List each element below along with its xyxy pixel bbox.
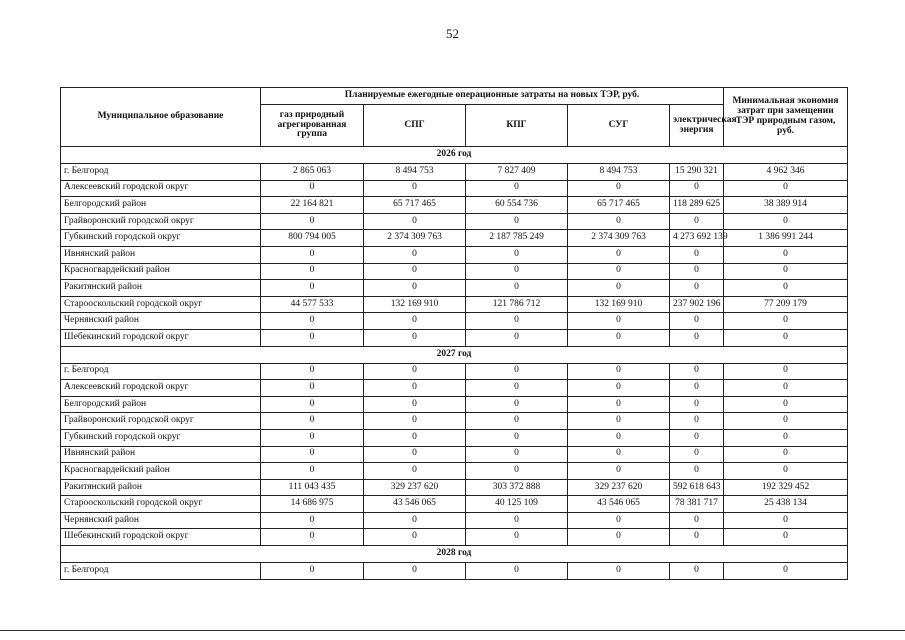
value-cell: 0 — [261, 396, 364, 413]
value-cell: 0 — [670, 413, 724, 430]
municipality-header: Муниципальное образование — [61, 88, 261, 147]
value-cell: 38 389 914 — [724, 197, 848, 214]
value-cell: 0 — [670, 246, 724, 263]
value-cell: 0 — [364, 313, 466, 330]
value-cell: 132 169 910 — [364, 296, 466, 313]
table-row — [61, 429, 848, 446]
planned-costs-header: Планируемые ежегодные операционные затраты на новых ТЭР, руб. — [261, 88, 724, 105]
value-cell: 0 — [724, 363, 848, 380]
value-cell: 0 — [364, 280, 466, 297]
value-cell: 0 — [261, 529, 364, 546]
municipality-cell: Ракитянский район — [61, 479, 261, 496]
value-cell: 0 — [724, 512, 848, 529]
value-cell: 0 — [261, 446, 364, 463]
page-bottom-rule — [0, 630, 905, 631]
value-cell: 118 289 625 — [670, 197, 724, 214]
municipality-cell: г. Белгород — [61, 563, 261, 580]
value-cell: 0 — [261, 363, 364, 380]
value-cell: 25 438 134 — [724, 496, 848, 513]
value-cell: 0 — [568, 429, 670, 446]
value-cell: 0 — [724, 446, 848, 463]
column-header-cng: КПГ — [466, 105, 568, 147]
value-cell: 0 — [670, 429, 724, 446]
municipality-cell: Белгородский район — [61, 396, 261, 413]
table-row — [61, 296, 848, 313]
value-cell: 0 — [364, 363, 466, 380]
value-cell: 0 — [466, 463, 568, 480]
value-cell: 0 — [364, 396, 466, 413]
value-cell: 0 — [670, 313, 724, 330]
value-cell: 0 — [568, 396, 670, 413]
value-cell: 43 546 065 — [568, 496, 670, 513]
value-cell: 0 — [568, 563, 670, 580]
value-cell: 0 — [670, 280, 724, 297]
value-cell: 0 — [670, 463, 724, 480]
value-cell: 0 — [670, 213, 724, 230]
value-cell: 0 — [568, 380, 670, 397]
value-cell: 14 686 975 — [261, 496, 364, 513]
table-row — [61, 164, 848, 181]
value-cell: 0 — [261, 512, 364, 529]
value-cell: 121 786 712 — [466, 296, 568, 313]
value-cell: 0 — [724, 429, 848, 446]
municipality-cell: Грайворонский городской округ — [61, 213, 261, 230]
municipality-cell: Ракитянский район — [61, 280, 261, 297]
value-cell: 40 125 109 — [466, 496, 568, 513]
value-cell: 0 — [466, 363, 568, 380]
value-cell: 0 — [568, 363, 670, 380]
value-cell: 7 827 409 — [466, 164, 568, 181]
value-cell: 0 — [670, 329, 724, 346]
value-cell: 0 — [568, 213, 670, 230]
value-cell: 0 — [466, 213, 568, 230]
column-header-electricity: электрическая энергия — [670, 105, 724, 147]
year-row — [61, 546, 848, 563]
year-heading: 2027 год — [61, 346, 848, 363]
value-cell: 0 — [670, 380, 724, 397]
value-cell: 0 — [364, 512, 466, 529]
value-cell: 0 — [724, 280, 848, 297]
value-cell: 0 — [466, 263, 568, 280]
table-row — [61, 446, 848, 463]
table-row — [61, 213, 848, 230]
municipality-cell: Шебекинский городской округ — [61, 529, 261, 546]
value-cell: 0 — [364, 329, 466, 346]
municipality-cell: Губкинский городской округ — [61, 230, 261, 247]
value-cell: 0 — [261, 180, 364, 197]
value-cell: 0 — [568, 180, 670, 197]
value-cell: 0 — [466, 246, 568, 263]
table-row — [61, 380, 848, 397]
value-cell: 8 494 753 — [364, 164, 466, 181]
municipality-cell: Алексеевский городской округ — [61, 180, 261, 197]
value-cell: 0 — [466, 396, 568, 413]
table-row — [61, 197, 848, 214]
value-cell: 329 237 620 — [568, 479, 670, 496]
value-cell: 65 717 465 — [364, 197, 466, 214]
value-cell: 0 — [261, 463, 364, 480]
table-row — [61, 496, 848, 513]
value-cell: 15 290 321 — [670, 164, 724, 181]
value-cell: 111 043 435 — [261, 479, 364, 496]
municipality-cell: Старооскольский городской округ — [61, 296, 261, 313]
value-cell: 44 577 533 — [261, 296, 364, 313]
value-cell: 0 — [568, 463, 670, 480]
value-cell: 132 169 910 — [568, 296, 670, 313]
municipality-cell: Старооскольский городской округ — [61, 496, 261, 513]
value-cell: 0 — [724, 180, 848, 197]
value-cell: 0 — [568, 246, 670, 263]
page-number: 52 — [446, 26, 459, 41]
value-cell: 0 — [364, 429, 466, 446]
value-cell: 0 — [466, 180, 568, 197]
table-row — [61, 529, 848, 546]
value-cell: 0 — [466, 529, 568, 546]
value-cell: 0 — [724, 313, 848, 330]
value-cell: 78 381 717 — [670, 496, 724, 513]
value-cell: 0 — [568, 413, 670, 430]
column-header-lpg: СУГ — [568, 105, 670, 147]
value-cell: 0 — [568, 313, 670, 330]
table-row — [61, 180, 848, 197]
value-cell: 0 — [261, 313, 364, 330]
value-cell: 0 — [466, 313, 568, 330]
value-cell: 800 794 005 — [261, 230, 364, 247]
value-cell: 0 — [670, 263, 724, 280]
table-row — [61, 246, 848, 263]
value-cell: 77 209 179 — [724, 296, 848, 313]
table-row — [61, 512, 848, 529]
table-row — [61, 329, 848, 346]
value-cell: 0 — [364, 246, 466, 263]
municipality-cell: Алексеевский городской округ — [61, 380, 261, 397]
table-row — [61, 230, 848, 247]
value-cell: 0 — [466, 446, 568, 463]
municipality-cell: Грайворонский городской округ — [61, 413, 261, 430]
value-cell: 0 — [568, 329, 670, 346]
economy-header: Минимальная экономия затрат при замещении ТЭР природным газом, руб. — [724, 88, 848, 147]
value-cell: 0 — [670, 563, 724, 580]
municipality-cell: Белгородский район — [61, 197, 261, 214]
municipality-cell: Чернянский район — [61, 313, 261, 330]
value-cell: 303 372 888 — [466, 479, 568, 496]
value-cell: 60 554 736 — [466, 197, 568, 214]
value-cell: 0 — [724, 413, 848, 430]
value-cell: 0 — [724, 563, 848, 580]
table-row — [61, 463, 848, 480]
value-cell: 192 329 452 — [724, 479, 848, 496]
table-row — [61, 563, 848, 580]
municipality-cell: г. Белгород — [61, 164, 261, 181]
value-cell: 1 386 991 244 — [724, 230, 848, 247]
column-header-lng: СПГ — [364, 105, 466, 147]
value-cell: 0 — [568, 280, 670, 297]
value-cell: 0 — [364, 463, 466, 480]
value-cell: 0 — [466, 280, 568, 297]
table-row — [61, 313, 848, 330]
value-cell: 2 865 063 — [261, 164, 364, 181]
table-row — [61, 280, 848, 297]
year-row — [61, 346, 848, 363]
value-cell: 0 — [670, 512, 724, 529]
value-cell: 0 — [261, 213, 364, 230]
year-heading: 2028 год — [61, 546, 848, 563]
value-cell: 0 — [568, 529, 670, 546]
value-cell: 0 — [670, 446, 724, 463]
value-cell: 0 — [724, 396, 848, 413]
table-row — [61, 363, 848, 380]
value-cell: 0 — [466, 380, 568, 397]
municipality-cell: Ивнянский район — [61, 446, 261, 463]
value-cell: 2 187 785 249 — [466, 230, 568, 247]
value-cell: 2 374 309 763 — [364, 230, 466, 247]
value-cell: 0 — [568, 263, 670, 280]
municipality-cell: Губкинский городской округ — [61, 429, 261, 446]
value-cell: 0 — [364, 380, 466, 397]
column-header-natural-gas: газ природный агрегированная группа — [261, 105, 364, 147]
value-cell: 0 — [364, 413, 466, 430]
value-cell: 0 — [364, 263, 466, 280]
value-cell: 8 494 753 — [568, 164, 670, 181]
value-cell: 0 — [261, 413, 364, 430]
value-cell: 237 902 196 — [670, 296, 724, 313]
value-cell: 0 — [466, 512, 568, 529]
value-cell: 22 164 821 — [261, 197, 364, 214]
value-cell: 0 — [261, 280, 364, 297]
value-cell: 0 — [670, 363, 724, 380]
value-cell: 0 — [466, 563, 568, 580]
municipality-cell: Красногвардейский район — [61, 263, 261, 280]
value-cell: 65 717 465 — [568, 197, 670, 214]
value-cell: 0 — [261, 263, 364, 280]
value-cell: 0 — [364, 529, 466, 546]
value-cell: 4 962 346 — [724, 164, 848, 181]
value-cell: 0 — [724, 463, 848, 480]
value-cell: 0 — [466, 329, 568, 346]
value-cell: 0 — [364, 180, 466, 197]
value-cell: 2 374 309 763 — [568, 230, 670, 247]
value-cell: 329 237 620 — [364, 479, 466, 496]
value-cell: 0 — [670, 529, 724, 546]
year-heading: 2026 год — [61, 147, 848, 164]
municipality-cell: Шебекинский городской округ — [61, 329, 261, 346]
value-cell: 0 — [466, 429, 568, 446]
value-cell: 0 — [568, 512, 670, 529]
table-row — [61, 263, 848, 280]
value-cell: 0 — [724, 329, 848, 346]
value-cell: 0 — [568, 446, 670, 463]
value-cell: 0 — [261, 246, 364, 263]
value-cell: 0 — [364, 213, 466, 230]
value-cell: 0 — [364, 446, 466, 463]
value-cell: 0 — [724, 213, 848, 230]
year-row — [61, 147, 848, 164]
municipality-cell: Чернянский район — [61, 512, 261, 529]
table-row — [61, 413, 848, 430]
value-cell: 0 — [261, 380, 364, 397]
table-row — [61, 396, 848, 413]
table-body — [61, 147, 848, 580]
value-cell: 592 618 643 — [670, 479, 724, 496]
value-cell: 0 — [261, 563, 364, 580]
value-cell: 43 546 065 — [364, 496, 466, 513]
value-cell: 4 273 692 139 — [670, 230, 724, 247]
value-cell: 0 — [724, 246, 848, 263]
municipality-cell: Красногвардейский район — [61, 463, 261, 480]
municipality-cell: г. Белгород — [61, 363, 261, 380]
table-row — [61, 479, 848, 496]
value-cell: 0 — [724, 263, 848, 280]
value-cell: 0 — [670, 180, 724, 197]
value-cell: 0 — [724, 529, 848, 546]
value-cell: 0 — [261, 329, 364, 346]
costs-table — [60, 87, 848, 580]
value-cell: 0 — [466, 413, 568, 430]
value-cell: 0 — [261, 429, 364, 446]
value-cell: 0 — [364, 563, 466, 580]
value-cell: 0 — [670, 396, 724, 413]
value-cell: 0 — [724, 380, 848, 397]
municipality-cell: Ивнянский район — [61, 246, 261, 263]
